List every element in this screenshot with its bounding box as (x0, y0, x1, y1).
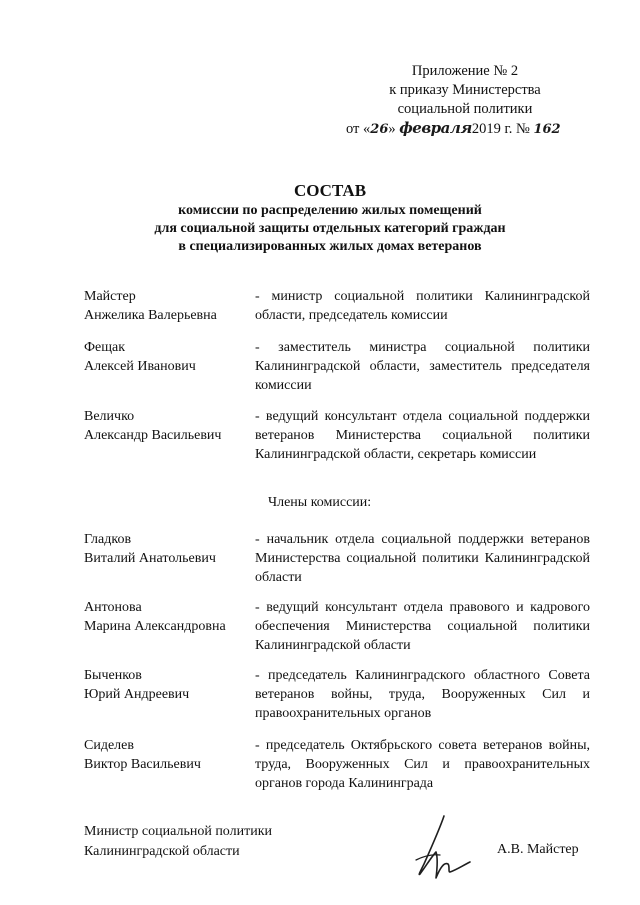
title-subtitle-2: для социальной защиты отдельных категорий граждан (154, 221, 506, 236)
member-surname: Гладков (84, 532, 132, 547)
date-year: 2019 г. № (471, 121, 530, 137)
order-number-handwritten: 162 (533, 122, 561, 137)
member-role: - председатель Калининградского областного Совета ветеранов войны, труда, Вооруженных Сил и правоохранительных органов (255, 668, 590, 721)
handwritten-signature-icon (410, 812, 476, 882)
member-first-names: Виталий Анатольевич (84, 551, 216, 566)
member-name (84, 598, 249, 636)
member-surname: Быченков (84, 668, 142, 683)
signatory-position-line-1: Министр социальной политики (84, 824, 273, 839)
title-main: СОСТАВ (293, 181, 367, 200)
signatory-position (84, 822, 272, 862)
member-surname: Сиделев (84, 738, 134, 753)
member-name (84, 338, 249, 376)
signatory-position-line-2: Калининградской области (84, 844, 240, 859)
member-surname: Майстер (84, 289, 136, 304)
members-heading: Члены комиссии: (268, 495, 372, 510)
document-title (80, 180, 580, 256)
member-first-names: Анжелика Валерьевна (84, 308, 217, 323)
member-role: - министр социальной политики Калининградской области, председатель комиссии (255, 289, 590, 323)
member-role: - председатель Октябрьского совета ветеранов войны, труда, Вооруженных Сил и правоохранительных органов города Калининграда (255, 738, 590, 791)
member-first-names: Марина Александровна (84, 619, 226, 634)
appendix-date-line (340, 119, 590, 139)
member-name (84, 407, 249, 445)
date-prefix: от « (346, 121, 371, 137)
date-mid: » (388, 121, 396, 137)
date-month-handwritten: февраля (399, 119, 472, 137)
title-subtitle-1: комиссии по распределению жилых помещений (178, 203, 482, 218)
member-first-names: Виктор Васильевич (84, 757, 201, 772)
member-first-names: Александр Васильевич (84, 428, 222, 443)
appendix-header (340, 62, 590, 139)
appendix-order-ref: к приказу Министерства (389, 82, 541, 98)
signatory-name: А.В. Майстер (497, 842, 579, 857)
member-name (84, 287, 249, 325)
member-surname: Величко (84, 409, 135, 424)
title-subtitle-3: в специализированных жилых домах ветеранов (178, 239, 482, 254)
member-first-names: Алексей Иванович (84, 359, 196, 374)
member-name (84, 666, 249, 704)
member-surname: Фещак (84, 340, 126, 355)
appendix-number: Приложение № 2 (411, 63, 519, 79)
member-role: - ведущий консультант отдела социальной поддержки ветеранов Министерства социальной политики Калининградской области, секретарь комиссии (255, 409, 590, 462)
member-surname: Антонова (84, 600, 142, 615)
member-first-names: Юрий Андреевич (84, 687, 190, 702)
member-role: - начальник отдела социальной поддержки ветеранов Министерства социальной политики Калининградской области (255, 532, 590, 585)
member-name (84, 736, 249, 774)
appendix-ministry: социальной политики (397, 101, 533, 117)
member-name (84, 530, 249, 568)
date-day-handwritten: 26 (370, 122, 389, 137)
member-role: - ведущий консультант отдела правового и кадрового обеспечения Министерства социальной политики Калининградской области (255, 600, 590, 653)
member-role: - заместитель министра социальной политики Калининградской области, заместитель председателя комиссии (255, 340, 590, 393)
